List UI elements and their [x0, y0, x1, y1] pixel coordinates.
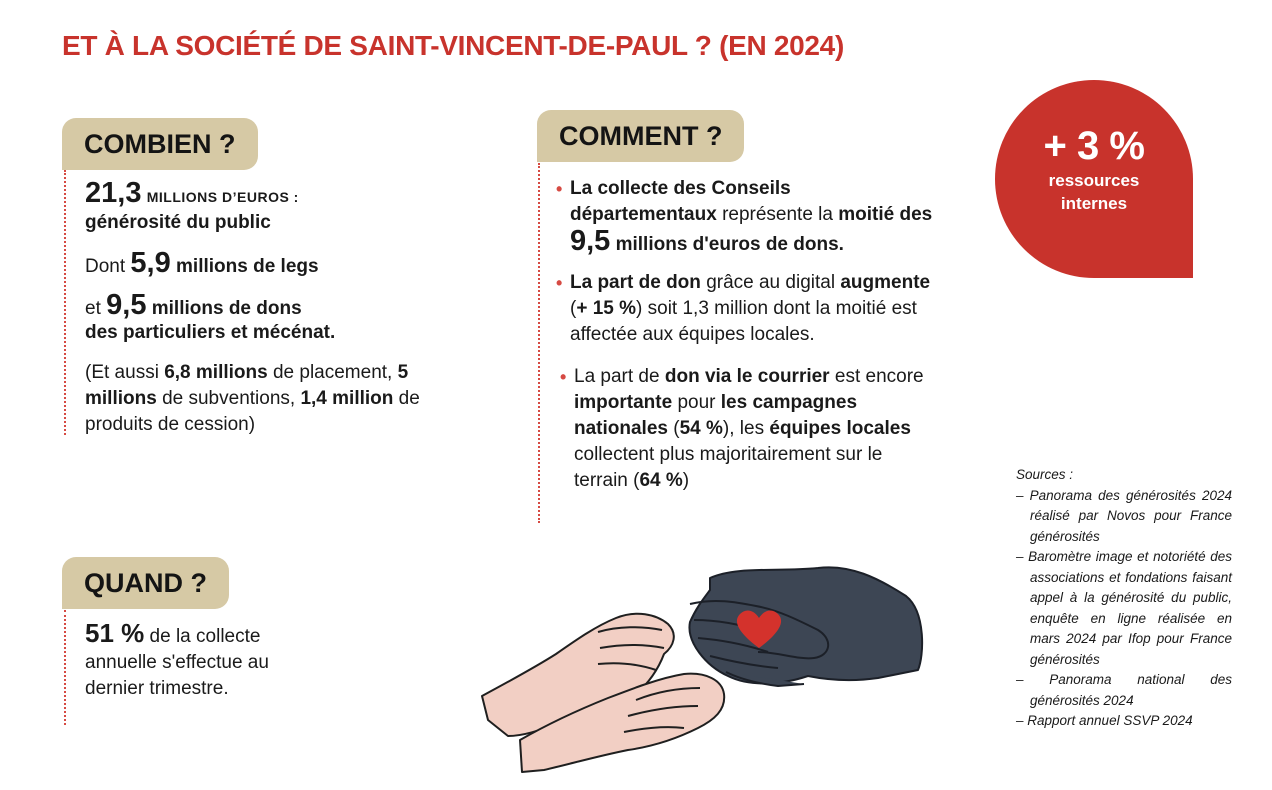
combien-dons-pre: et [85, 298, 101, 319]
extra-f: 1,4 million [300, 388, 394, 409]
quand-divider [64, 610, 66, 725]
b2-d: ( [570, 298, 577, 319]
combien-legs-num: 5,9 [130, 247, 171, 279]
extra-a: (Et aussi [85, 362, 159, 383]
open-hands [482, 614, 724, 772]
extra-e: de subventions, [162, 388, 296, 409]
bullet-dot: • [560, 367, 567, 387]
badge-value: + 3 % [1043, 124, 1145, 168]
b3-m: 64 % [639, 470, 683, 491]
comment-heading: COMMENT ? [537, 110, 744, 162]
source-item: – Panorama national des générosités 2024 [1016, 672, 1232, 708]
comment-bullet-3 [556, 364, 924, 494]
b1-a: La collecte des Conseils départementaux [570, 178, 791, 225]
bullet-dot: • [556, 273, 563, 293]
extra-g: de produits de cession) [85, 388, 420, 435]
combien-unit: MILLIONS D’EUROS : [146, 189, 299, 205]
b1-f: millions d'euros de dons. [615, 234, 844, 255]
b3-k: équipes locales [769, 418, 911, 439]
badge-label-2: internes [1060, 194, 1128, 213]
combien-divider [64, 170, 66, 435]
badge-label-1: ressources [1048, 171, 1140, 190]
b2-a: La part de don [570, 272, 701, 293]
b3-l: collectent plus majoritairement sur le terrain ( [574, 444, 883, 491]
b1-b: représente la [722, 204, 833, 225]
combien-legs-post: millions de legs [176, 256, 319, 277]
b3-n: ) [682, 470, 690, 491]
quand-text: de la collecte annuelle s'effectue au dernier trimestre. [85, 626, 269, 699]
b3-i: ), [722, 418, 735, 439]
combien-legs-pre: Dont [85, 256, 126, 277]
b3-h: 54 % [679, 418, 723, 439]
b1-c: moitié [838, 204, 895, 225]
b2-f: ) soit 1,3 million dont la moitié est affectée aux équipes locales. [570, 298, 917, 345]
combien-dons-post: millions de dons [151, 298, 302, 319]
combien-dons-num: 9,5 [106, 289, 147, 321]
b3-e: pour [677, 392, 716, 413]
combien-extra [85, 360, 445, 438]
b3-b: don via le courrier [664, 366, 830, 387]
comment-divider [538, 163, 540, 523]
quand-percentage: 51 % [85, 618, 145, 648]
bullet-dot: • [556, 179, 563, 199]
sources-heading: Sources : [1016, 467, 1074, 482]
b1-d: des [899, 204, 933, 225]
b2-c: augmente [840, 272, 931, 293]
page-title: ET À LA SOCIÉTÉ DE SAINT-VINCENT-DE-PAUL ? (EN 2024) [62, 30, 844, 61]
b3-a: La part de [574, 366, 660, 387]
comment-bullet-1 [556, 176, 936, 258]
quand-heading: QUAND ? [62, 557, 229, 609]
extra-d: 5 millions [85, 362, 409, 409]
extra-b: 6,8 millions [164, 362, 268, 383]
combien-amount: 21,3 [85, 177, 142, 209]
b3-f: les campagnes nationales [574, 392, 858, 439]
combien-sub: générosité du public [85, 212, 271, 233]
b3-g: ( [673, 418, 680, 439]
b3-j: les [739, 418, 765, 439]
b1-e: 9,5 [570, 225, 611, 257]
source-item: – Rapport annuel SSVP 2024 [1016, 713, 1193, 728]
comment-content [556, 176, 936, 494]
quand-content [85, 620, 295, 702]
comment-bullet-2 [556, 270, 936, 348]
source-item: – Baromètre image et notoriété des associations et fondations faisant appel à la générosité du public, enquête en ligne réalisée en mars 2024 par Ifop pour France générosités [1016, 549, 1232, 667]
combien-dons-sub: des particuliers et mécénat. [85, 322, 336, 343]
internal-resources-badge [995, 80, 1193, 278]
b2-e: + 15 % [576, 298, 637, 319]
hands-heart-illustration [478, 560, 928, 778]
b3-c: est encore [834, 366, 924, 387]
combien-heading: COMBIEN ? [62, 118, 258, 170]
sources [1016, 465, 1232, 732]
gloved-hands [689, 567, 922, 686]
b2-b: grâce au digital [706, 272, 836, 293]
combien-content [85, 178, 465, 438]
extra-c: de placement, [272, 362, 393, 383]
b3-d: importante [574, 392, 673, 413]
source-item: – Panorama des générosités 2024 réalisé par Novos pour France générosités [1016, 487, 1232, 544]
